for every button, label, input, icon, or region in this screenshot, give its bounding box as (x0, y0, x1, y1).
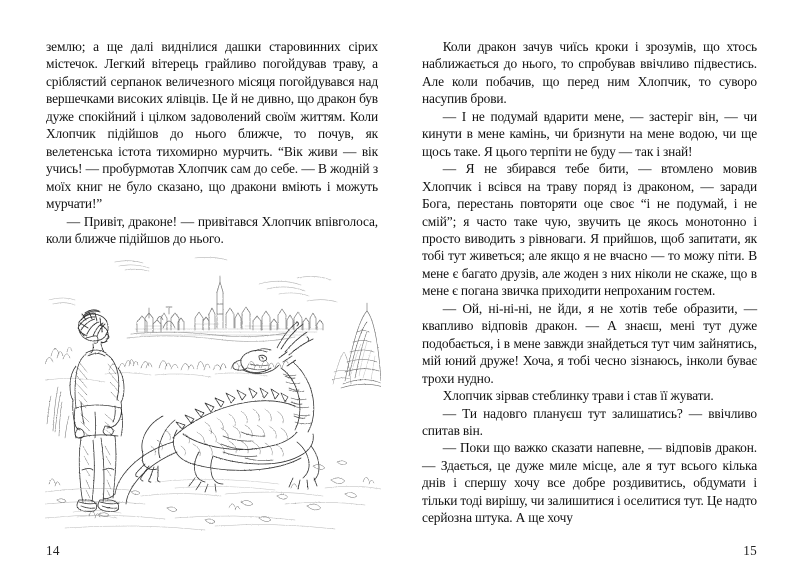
paragraph: — І не подумай вдарити мене, — застеріг він, — чи кинути в мене камінь, чи бризнути на мене водою, чи ще щось таке. Я цього терпіти не буду — так і знай! (422, 108, 757, 159)
left-page-text-column (46, 38, 378, 247)
paragraph: — Ой, ні-ні-ні, не йди, я не хотів тебе образити, — квапливо відповів дракон. — А знаєш, мені тут дуже подобається, і в мене завжди знайдеться тут чим зайнятись, мій юний друже! Хоча, я тобі чесно зізнаюсь, інколи буває трохи нудно. (422, 300, 757, 386)
right-page-text-column (422, 38, 757, 527)
page-number-right: 15 (743, 543, 757, 558)
page-number-left: 14 (46, 543, 60, 558)
paragraph: — Ти надовго плануєш тут залишатись? — ввічливо спитав він. (422, 405, 757, 438)
paragraph: — Поки що важко сказати напевне, — відповів дракон. — Здається, це дуже миле місце, але я тут всього кілька днів і спершу хочу все добре роздивитись, обдумати і тільки тоді вирішу, чи залишитися і оселитися тут. Це надто серйозна штука. А ще хочу (422, 440, 757, 526)
boy-and-dragon-illustration (45, 256, 381, 534)
paragraph: Хлопчик зірвав стеблинку трави і став її жувати. (442, 388, 714, 404)
paragraph: землю; а ще далі виднілися дашки старовинних сірих містечок. Легкий вітерець грайливо погойдував траву, а сріблястий серпанок величезного місяця погойдувався над вершечками високих ялівців. Це й не дивно, що дракон був дуже спокійний і цілком задоволений своїм життям. Коли Хлопчик підійшов до нього ближче, то почув, як велетенська істота тихомирно мурчить. “Вік живи — вік учись! — пробурмотав Хлопчик сам до себе. — В жодній з моїх книг не було сказано, що дракони вміють і можуть мурчати!” (46, 39, 378, 212)
paragraph: — Привіт, драконе! — привітався Хлопчик впівголоса, коли ближче підійшов до нього. (46, 213, 378, 246)
paragraph: — Я не збирався тебе бити, — втомлено мовив Хлопчик і всівся на траву поряд із драконом, — заради Бога, перестань повторяти оце своє “і не подумай, і не смій”; я часто таке чую, звучить це якось монотонно і просто виводить з рівноваги. Я прийшов, щоб запитати, як тобі тут живеться; але якщо я не вчасно — то можу піти. В мене є багато друзів, але жоден з них ніколи не скаже, що в мене є погана звичка приходити непроханим гостем. (422, 161, 757, 299)
right-page (400, 0, 800, 577)
paragraph: Коли дракон зачув чиїсь кроки і зрозумів, що хтось наближається до нього, то спробував ввічливо підвестись. Але коли побачив, що перед ним Хлопчик, то суворо насупив брови. (422, 39, 757, 107)
